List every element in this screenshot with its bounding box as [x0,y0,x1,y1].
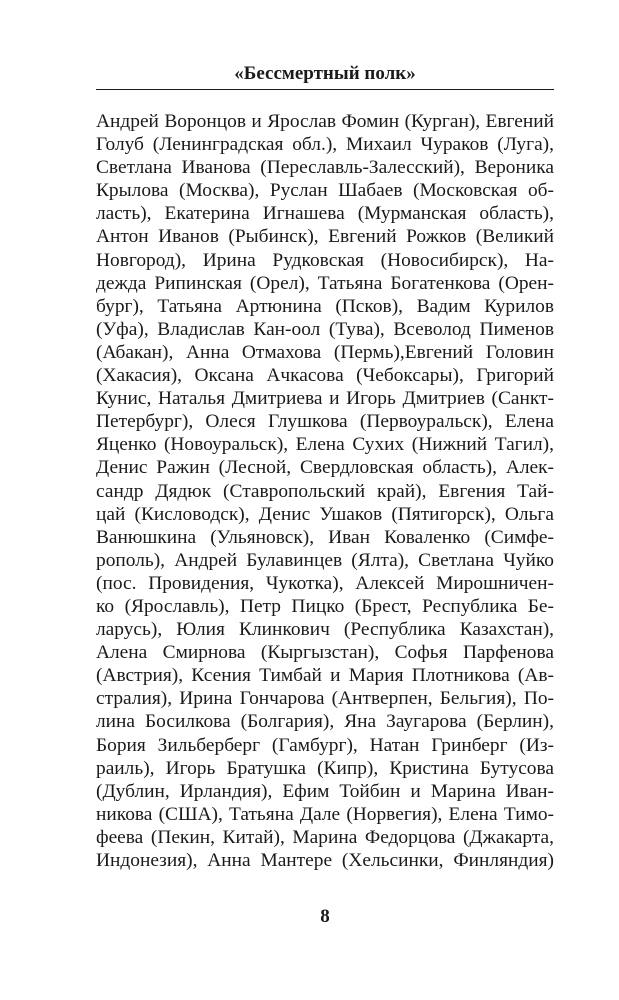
text-line: стралия), Ирина Гончарова (Антверпен, Бельгия), По- [96,688,554,710]
text-line: ларусь), Юлия Клинкович (Республика Казахстан), [96,619,554,641]
text-line: Голуб (Ленинградская обл.), Михаил Чураков (Луга), [96,134,554,156]
text-line: сандр Дядюк (Ставропольский край), Евгения Тай- [96,480,554,502]
text-line: (Дублин, Ирландия), Ефим Тойбин и Марина Иван- [96,780,554,802]
text-line: ласть), Екатерина Игнашева (Мурманская область), [96,203,554,225]
text-line: (пос. Провидения, Чукотка), Алексей Мирошничен- [96,572,554,594]
text-line: феева (Пекин, Китай), Марина Федорцова (Джакарта, [96,826,554,848]
text-line: рополь), Андрей Булавинцев (Ялта), Светлана Чуйко [96,549,554,571]
text-line: (Австрия), Ксения Тимбай и Мария Плотникова (Ав- [96,665,554,687]
text-line: Светлана Иванова (Переславль-Залесский), Вероника [96,157,554,179]
text-line: бург), Татьяна Артюнина (Псков), Вадим Курилов [96,295,554,317]
text-line: Новгород), Ирина Рудковская (Новосибирск), На- [96,249,554,271]
text-line: Крылова (Москва), Руслан Шабаев (Московская об- [96,180,554,202]
running-head: «Бессмертный полк» [234,63,416,84]
text-line: Ванюшкина (Ульяновск), Иван Коваленко (Симфе- [96,526,554,548]
text-line: (Уфа), Владислав Кан-оол (Тува), Всеволод Пименов [96,318,554,340]
text-line: Денис Ражин (Лесной, Свердловская область), Алек- [96,457,554,479]
page-number: 8 [320,906,330,927]
text-line: Индонезия), Анна Мантере (Хельсинки, Финляндия) [96,850,554,871]
text-line: Антон Иванов (Рыбинск), Евгений Рожков (Великий [96,226,554,248]
text-line: Кунис, Наталья Дмитриева и Игорь Дмитриев (Санкт- [96,388,554,410]
text-line: (Хакасия), Оксана Ачкасова (Чебоксары), Григорий [96,365,554,387]
text-line: дежда Рипинская (Орел), Татьяна Богатенкова (Орен- [96,272,554,294]
body-text [96,110,554,872]
text-line: Бория Зильберберг (Гамбург), Натан Гринберг (Из- [96,734,554,756]
text-line: лина Босилкова (Болгария), Яна Заугарова (Берлин), [96,711,554,733]
text-line: Петербург), Олеся Глушкова (Первоуральск), Елена [96,411,554,433]
text-line: ко (Ярославль), Петр Пицко (Брест, Республика Бе- [96,595,554,617]
text-line: Алена Смирнова (Кыргызстан), Софья Парфенова [96,642,554,664]
text-line: Яценко (Новоуральск), Елена Сухих (Нижний Тагил), [96,434,554,456]
text-line: цай (Кисловодск), Денис Ушаков (Пятигорск), Ольга [96,503,554,525]
text-line: (Абакан), Анна Отмахова (Пермь),Евгений Головин [96,341,554,363]
text-line: Андрей Воронцов и Ярослав Фомин (Курган), Евгений [96,111,554,132]
text-line: раиль), Игорь Братушка (Кипр), Кристина Бутусова [96,757,554,779]
text-line: никова (США), Татьяна Дале (Норвегия), Елена Тимо- [96,803,554,825]
header-rule [96,89,554,90]
